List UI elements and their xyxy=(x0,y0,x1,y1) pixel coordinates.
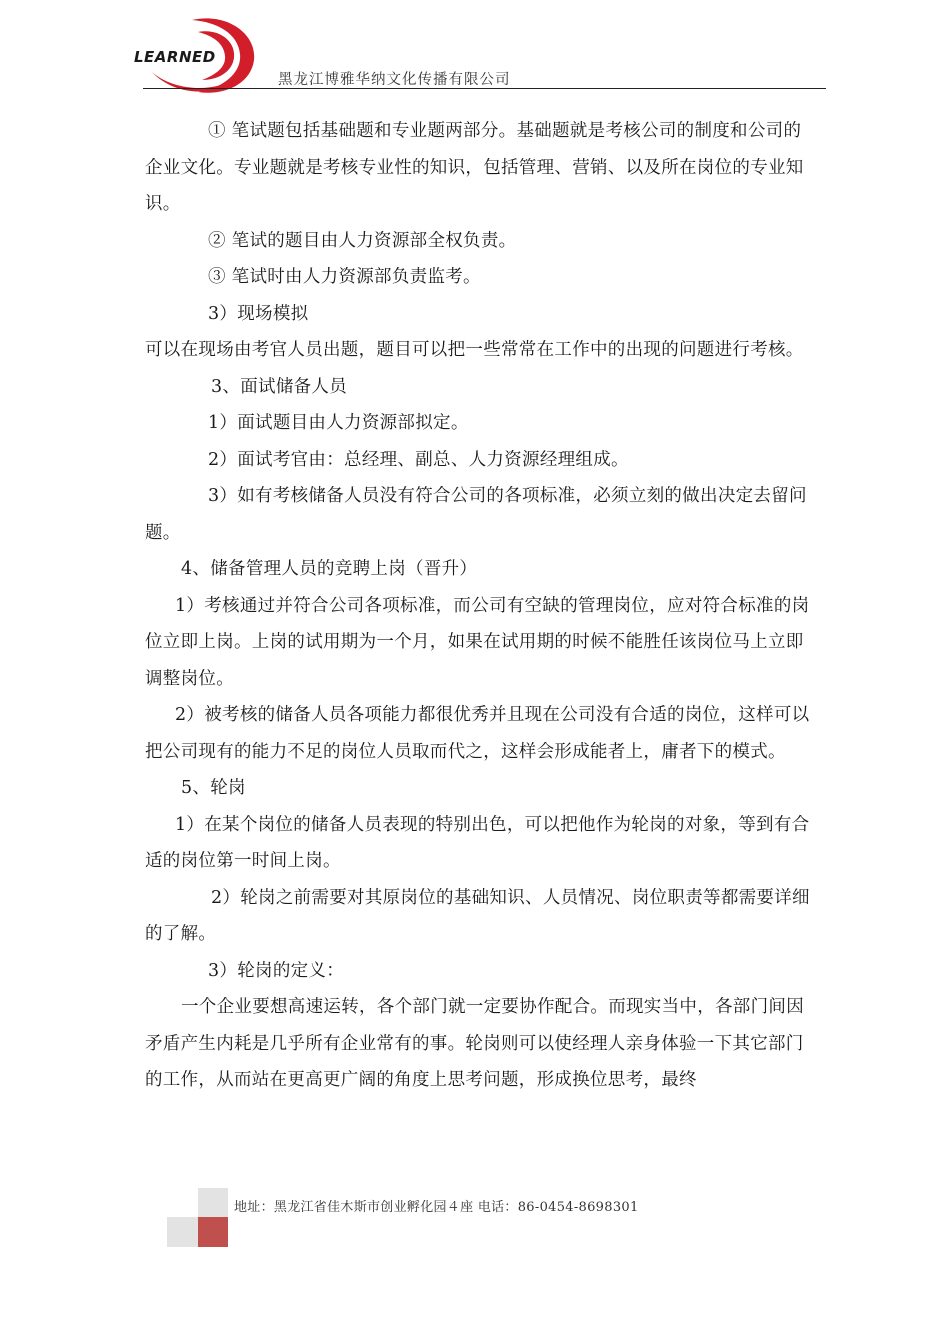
paragraph: 1）考核通过并符合公司各项标准，而公司有空缺的管理岗位，应对符合标准的岗位立即上岗。上岗的试用期为一个月，如果在试用期的时候不能胜任该岗位马上立即调整岗位。 xyxy=(145,595,810,689)
header-divider xyxy=(143,88,826,89)
paragraph: 3）轮岗的定义： xyxy=(208,960,345,981)
section-heading: 4、储备管理人员的竞聘上岗（晋升） xyxy=(181,559,478,579)
page-header xyxy=(0,0,950,100)
footer-square-red xyxy=(198,1217,228,1247)
section-heading: 3、面试储备人员 xyxy=(211,376,348,397)
paragraph: ① 笔试题包括基础题和专业题两部分。基础题就是考核公司的制度和公司的企业文化。专业题就是考核专业性的知识，包括管理、营销、以及所在岗位的专业知识。 xyxy=(145,121,804,214)
paragraph: 1）在某个岗位的储备人员表现的特别出色，可以把他作为轮岗的对象，等到有合适的岗位第一时间上岗。 xyxy=(145,814,810,871)
paragraph: ② 笔试的题目由人力资源部全权负责。 xyxy=(208,230,517,251)
document-body xyxy=(145,113,817,1099)
paragraph: 2）被考核的储备人员各项能力都很优秀并且现在公司没有合适的岗位，这样可以把公司现有的能力不足的岗位人员取而代之，这样会形成能者上，庸者下的模式。 xyxy=(145,705,810,762)
paragraph: 2）面试考官由：总经理、副总、人力资源经理组成。 xyxy=(208,449,629,470)
footer-square-gray xyxy=(198,1188,228,1218)
paragraph: ③ 笔试时由人力资源部负责监考。 xyxy=(208,267,481,287)
footer-square-gray xyxy=(167,1217,198,1247)
paragraph: 3）如有考核储备人员没有符合公司的各项标准，必须立刻的做出决定去留问题。 xyxy=(145,486,807,543)
paragraph: 3）现场模拟 xyxy=(208,303,309,324)
company-logo xyxy=(132,14,262,96)
page-footer xyxy=(0,1180,950,1260)
logo-text: LEARNED xyxy=(134,48,216,66)
footer-address: 地址：黑龙江省佳木斯市创业孵化园４座 电话：86-0454-8698301 xyxy=(234,1200,639,1215)
paragraph: 1）面试题目由人力资源部拟定。 xyxy=(208,413,469,433)
paragraph: 一个企业要想高速运转，各个部门就一定要协作配合。而现实当中，各部门间因矛盾产生内耗是几乎所有企业常有的事。轮岗则可以使经理人亲身体验一下其它部门的工作，从而站在更高更广阔的角度上思考问题，形成换位思考，最终 xyxy=(145,997,804,1090)
section-heading: 5、轮岗 xyxy=(181,778,246,798)
company-name: 黑龙江博雅华纳文化传播有限公司 xyxy=(278,72,511,88)
paragraph: 2）轮岗之前需要对其原岗位的基础知识、人员情况、岗位职责等都需要详细的了解。 xyxy=(145,887,810,944)
paragraph: 可以在现场由考官人员出题，题目可以把一些常常在工作中的出现的问题进行考核。 xyxy=(145,340,804,360)
